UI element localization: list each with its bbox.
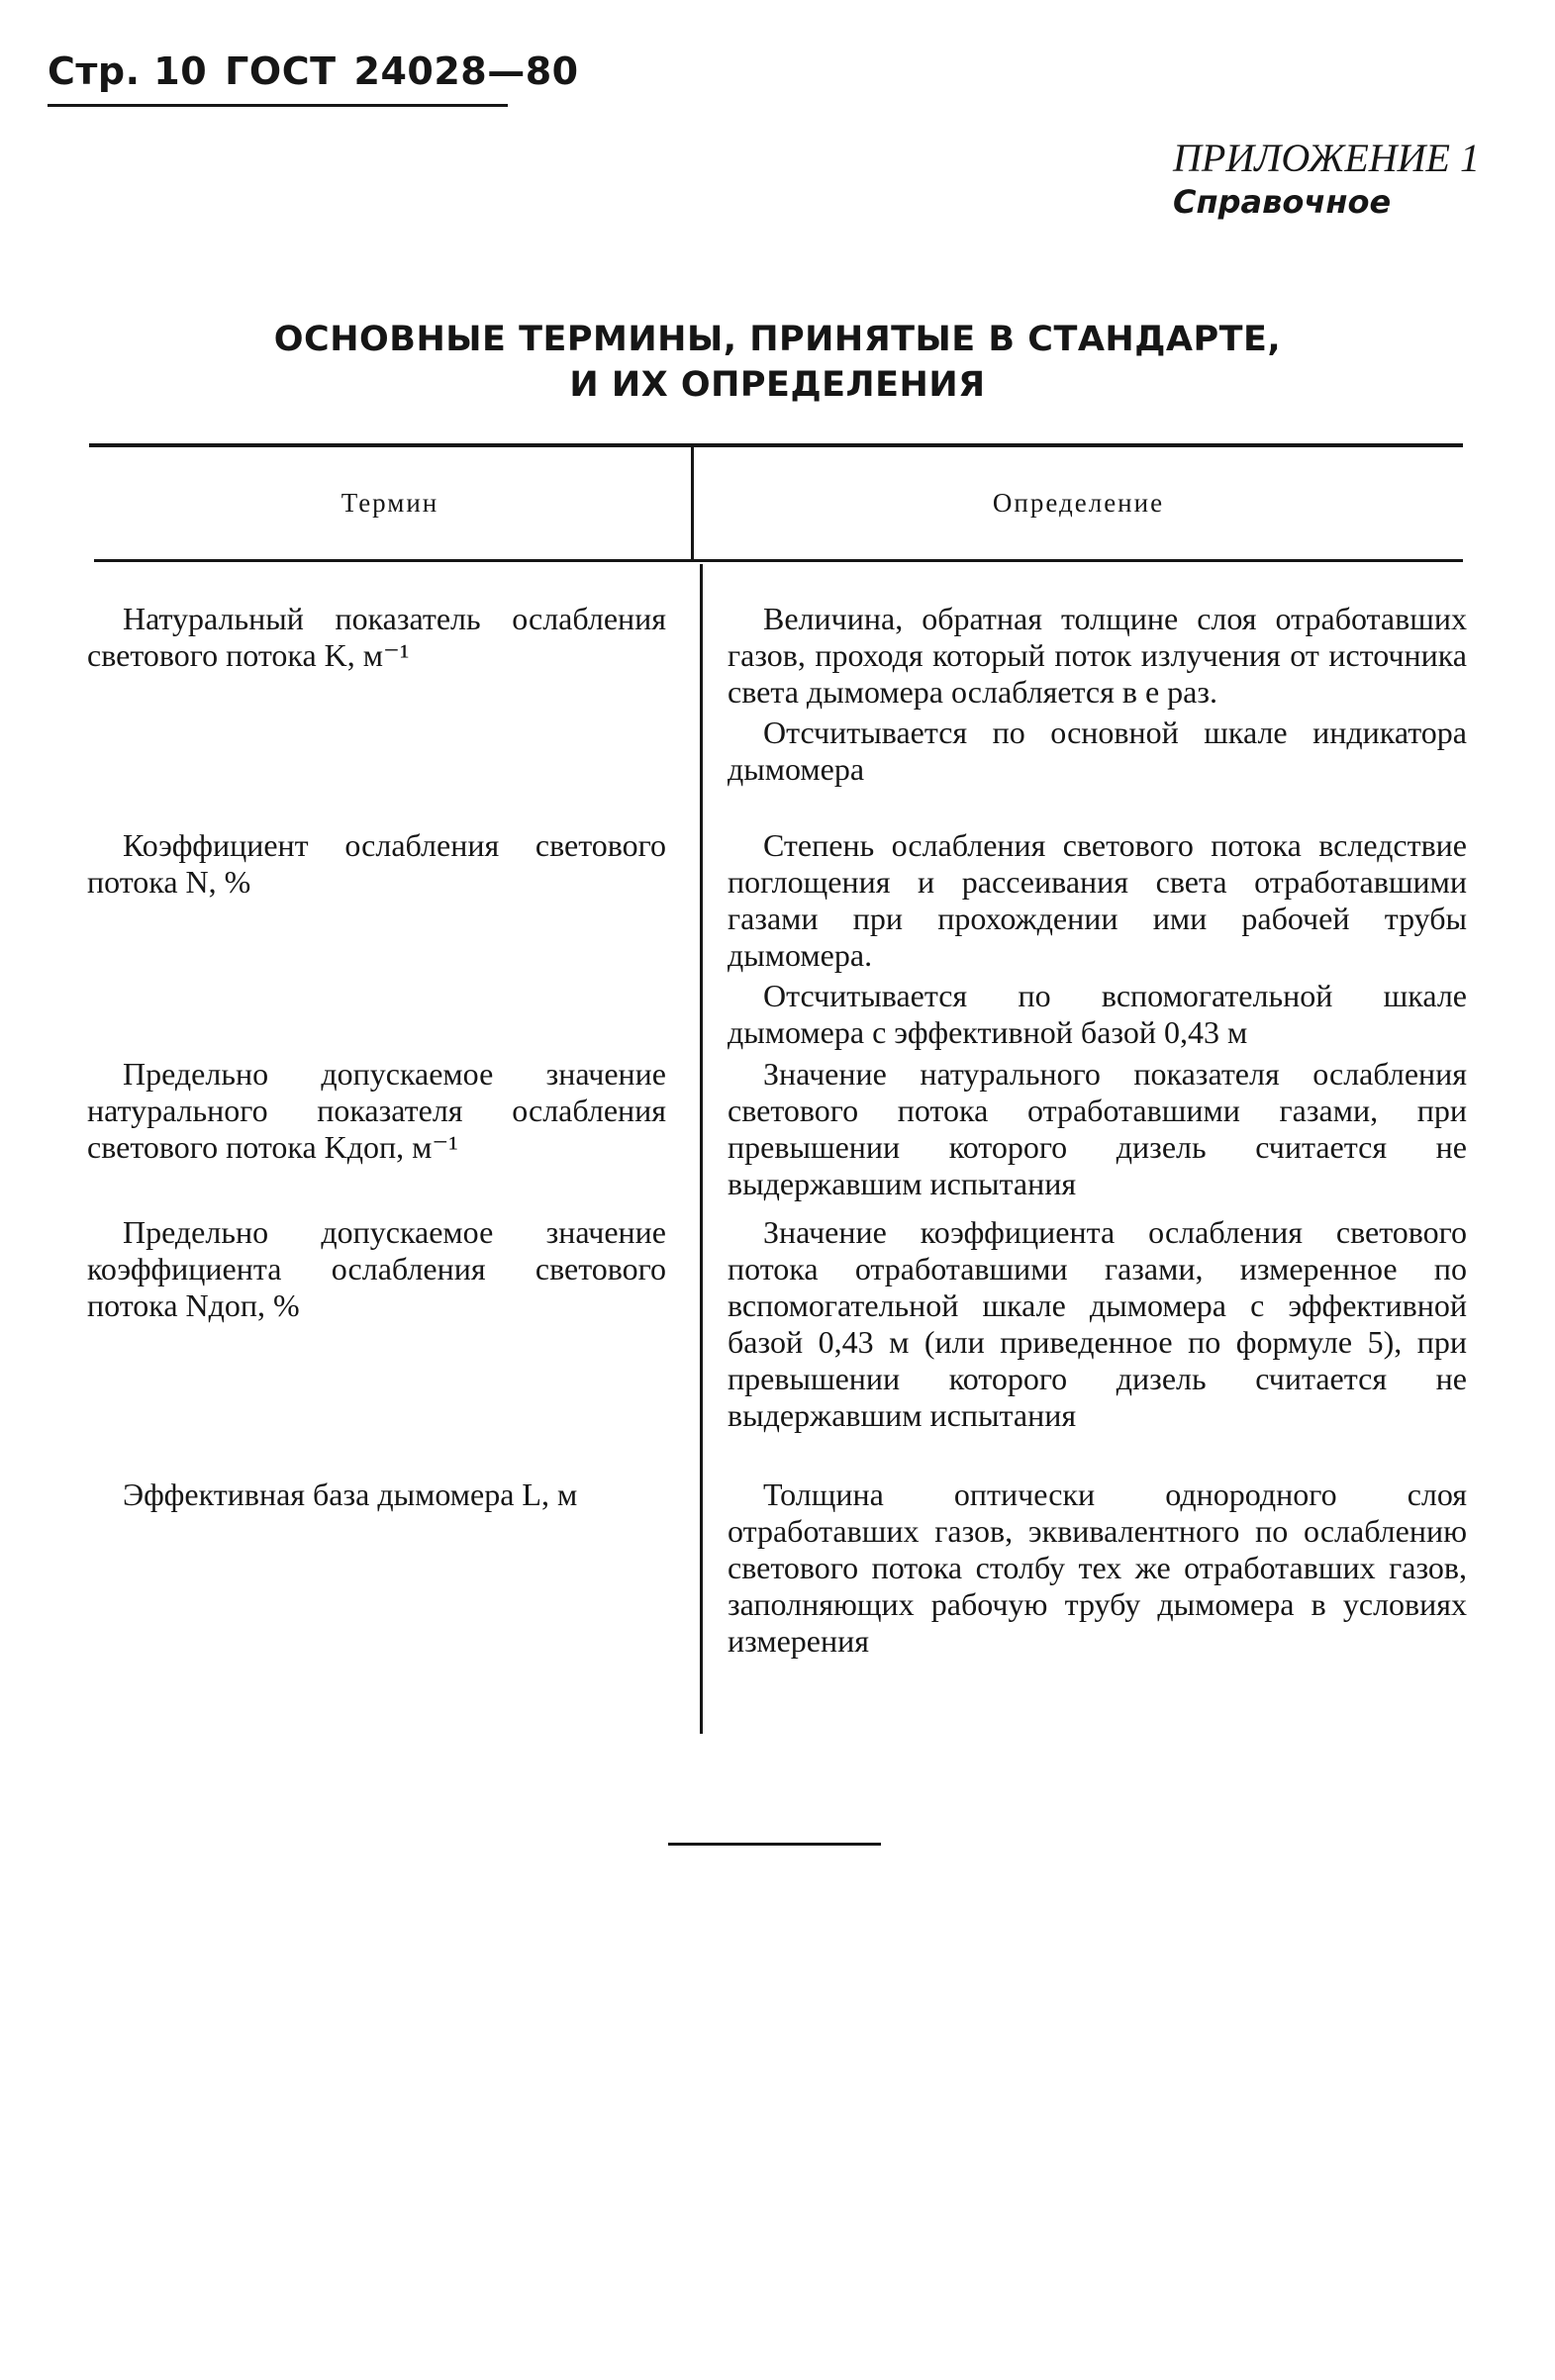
body-divider: [700, 564, 703, 1734]
term-text: Предельно допускаемое значение натурального показателя ослабления светового потока Kдоп, м⁻¹: [87, 1056, 666, 1165]
definition-text: Отсчитывается по вспомогательной шкале дымомера с эффективной базой 0,43 м: [728, 978, 1467, 1050]
term-text: Предельно допускаемое значение коэффициента ослабления светового потока Nдоп, %: [87, 1214, 666, 1323]
title-line-2: И ИХ ОПРЕДЕЛЕНИЯ: [569, 365, 986, 405]
definition-text: Значение коэффициента ослабления светового потока отработавшими газами, измеренное по вспомогательной шкале дымомера с эффективной базой 0,43 м (или приведенное по формуле 5), при превышении которого дизель считается не выдержавшим испытания: [728, 1214, 1467, 1433]
definition-cell: [728, 1214, 1467, 1434]
term-cell: [87, 1214, 666, 1324]
definition-cell: [728, 827, 1467, 1051]
term-cell: [87, 1056, 666, 1166]
page-header: [48, 49, 597, 93]
header-rule: [48, 104, 508, 107]
appendix-type: Справочное: [1173, 183, 1392, 221]
definition-text: Значение натурального показателя ослабления светового потока отработавшими газами, при превышении которого дизель считается не выдержавшим испытания: [728, 1056, 1467, 1201]
appendix-label: ПРИЛОЖЕНИЕ 1: [1173, 136, 1480, 180]
page-title: [0, 317, 1555, 408]
standard-label: ГОСТ: [225, 49, 337, 93]
term-text: Эффективная база дымомера L, м: [123, 1476, 578, 1512]
definition-text: Отсчитывается по основной шкале индикатора дымомера: [728, 714, 1467, 787]
table-top-rule: [89, 443, 1463, 447]
term-text: Коэффициент ослабления светового потока N, %: [87, 827, 666, 900]
definition-cell: [728, 601, 1467, 788]
appendix-block: [1173, 137, 1480, 224]
term-cell: [87, 827, 666, 901]
definition-text: Толщина оптически однородного слоя отработавших газов, эквивалентного по ослаблению светового потока столбу тех же отработавших газов, заполняющих рабочую трубу дымомера в условиях измерения: [728, 1476, 1467, 1659]
definition-cell: [728, 1056, 1467, 1202]
term-cell: [87, 1476, 666, 1513]
definition-cell: [728, 1476, 1467, 1660]
title-line-1: ОСНОВНЫЕ ТЕРМИНЫ, ПРИНЯТЫЕ В СТАНДАРТЕ,: [273, 320, 1282, 359]
end-rule: [668, 1843, 881, 1846]
term-cell: [87, 601, 666, 674]
definition-text: Величина, обратная толщине слоя отработавших газов, проходя который поток излучения от источника света дымомера ослабляется в e раз.: [728, 601, 1467, 710]
column-header-term: Термин: [340, 488, 439, 518]
page-number: Стр. 10: [48, 49, 208, 93]
term-text: Натуральный показатель ослабления светового потока K, м⁻¹: [87, 601, 666, 673]
table-header-rule: [94, 559, 1463, 562]
definition-text: Степень ослабления светового потока вследствие поглощения и рассеивания света отработавшими газами при прохождении ими рабочей трубы дымомера.: [728, 827, 1467, 973]
standard-number: 24028—80: [353, 49, 579, 93]
column-header-definition: Определение: [992, 488, 1165, 518]
